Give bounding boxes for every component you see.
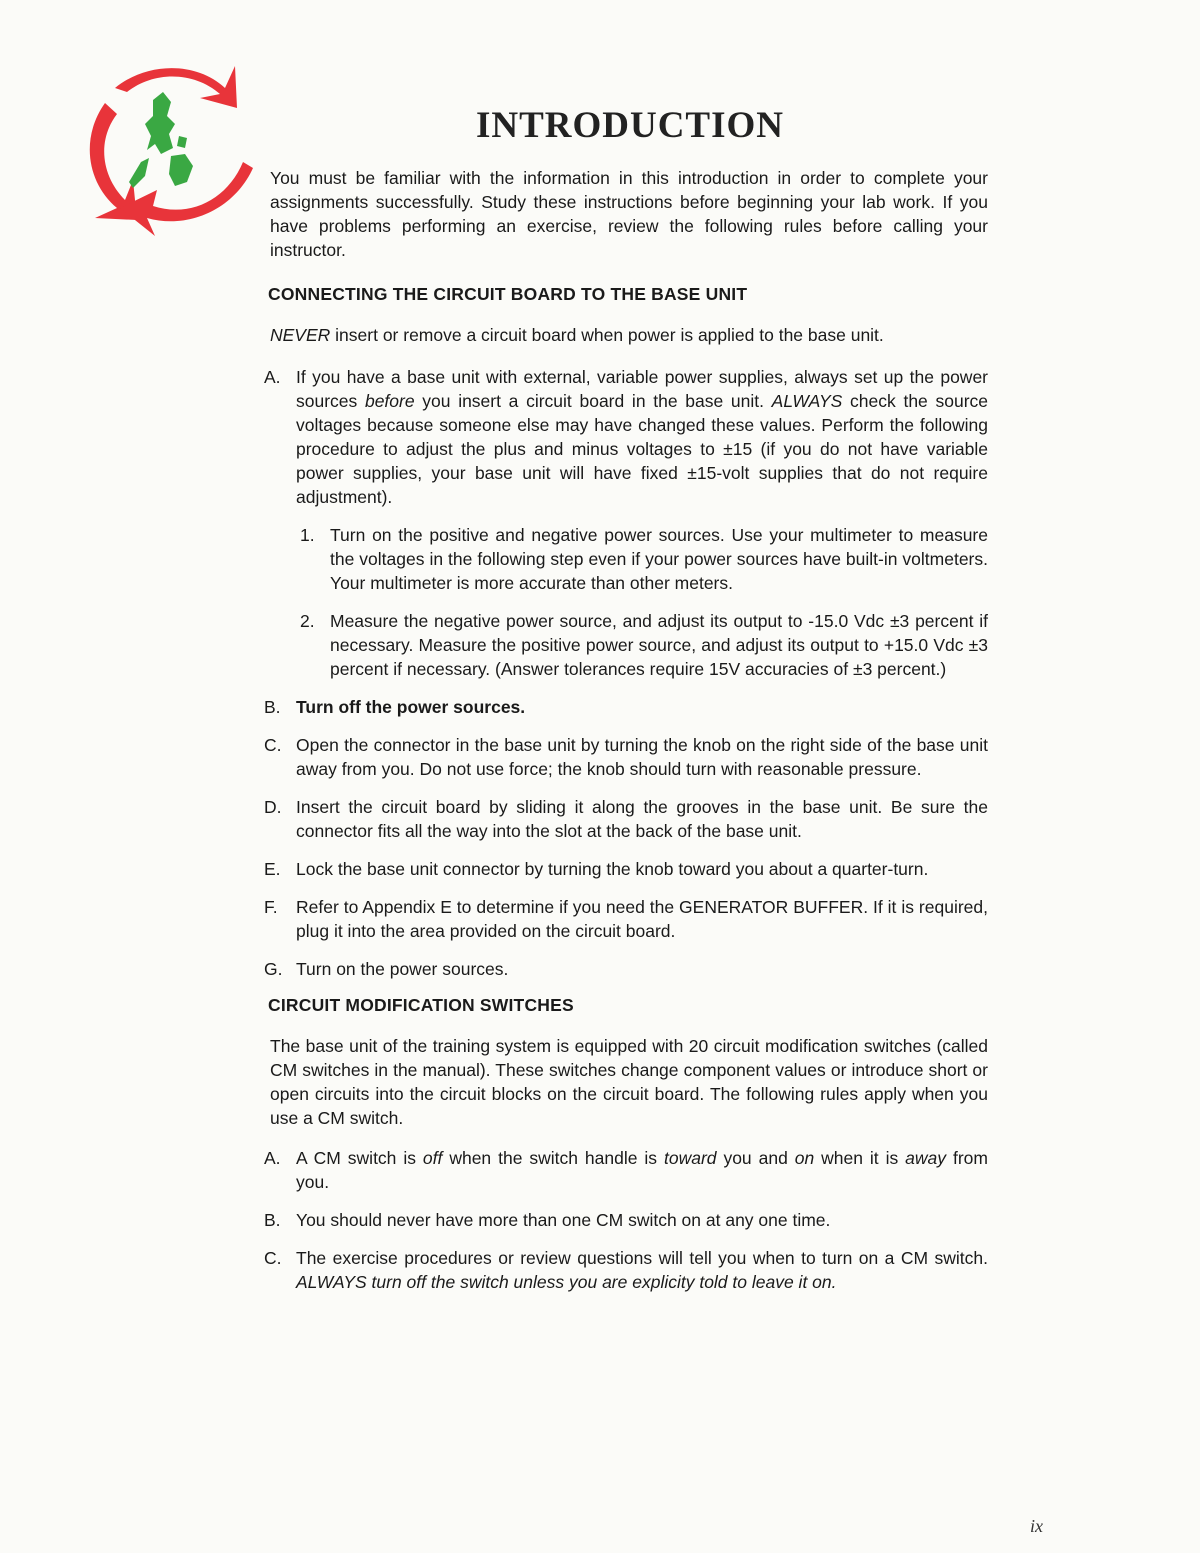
section-heading-cm-switches: CIRCUIT MODIFICATION SWITCHES bbox=[268, 995, 574, 1015]
cm-intro-paragraph: The base unit of the training system is equipped with 20 circuit modification switches (called CM switches in the manual). These switches change component values or introduce short or open circuits into the circuit blocks on the circuit board. The following rules apply when you use a CM switch. bbox=[270, 1036, 988, 1128]
never-emphasis: NEVER bbox=[270, 325, 331, 345]
list-text bbox=[296, 365, 988, 509]
list-text: Open the connector in the base unit by turning the knob on the right side of the base unit away from you. Do not use force; the knob should turn with reasonable pressure. bbox=[296, 735, 988, 779]
text-run: when it is bbox=[814, 1148, 906, 1168]
list-item-a bbox=[262, 365, 988, 509]
list-item-b bbox=[262, 695, 988, 719]
text-run: you insert a circuit board in the base unit. bbox=[414, 391, 772, 411]
emphasis-on: on bbox=[794, 1148, 815, 1168]
section-heading-connecting: CONNECTING THE CIRCUIT BOARD TO THE BASE UNIT bbox=[268, 284, 748, 304]
list-text: Lock the base unit connector by turning the knob toward you about a quarter-turn. bbox=[296, 859, 929, 879]
text-run: If you have a base unit with external, variable power supplies, always set up the power sources bbox=[296, 367, 988, 411]
list-item-g bbox=[262, 957, 988, 981]
emphasis-toward: toward bbox=[663, 1148, 717, 1168]
list-item-d bbox=[262, 795, 988, 843]
logo bbox=[75, 58, 260, 236]
text-run: A CM switch is bbox=[296, 1148, 423, 1168]
list-label: A. bbox=[264, 367, 281, 387]
text-run: check the source voltages because someone else may have changed these values. Perform the following procedure to adjust the plus and minus voltages to ±15 (if you do not have variable power supplies, your base unit will have fixed ±15-volt supplies that do not require adjustment). bbox=[296, 391, 988, 507]
never-warning bbox=[262, 323, 988, 347]
list-text: Refer to Appendix E to determine if you need the GENERATOR BUFFER. If it is required, plug it into the area provided on the circuit board. bbox=[296, 897, 988, 941]
list-subitem-2 bbox=[300, 609, 988, 681]
text-run: when the switch handle is bbox=[442, 1148, 664, 1168]
document-body bbox=[262, 166, 988, 1308]
page-number: ix bbox=[1030, 1516, 1043, 1536]
list-text: Turn off the power sources. bbox=[296, 697, 526, 717]
list-label: G. bbox=[264, 959, 283, 979]
list-text bbox=[296, 1146, 988, 1194]
list-label: 2. bbox=[300, 611, 315, 631]
text-run: from you. bbox=[296, 1148, 988, 1192]
cm-list-item-b bbox=[262, 1208, 988, 1232]
emphasis-always-turn-off: ALWAYS turn off the switch unless you are explicity told to leave it on. bbox=[296, 1272, 837, 1292]
list-text: Turn on the positive and negative power sources. Use your multimeter to measure the voltages in the following step even if your power sources have built-in voltmeters. Your multimeter is more accurate than other meters. bbox=[330, 525, 988, 593]
list-text: You should never have more than one CM switch on at any one time. bbox=[296, 1210, 831, 1230]
list-label: B. bbox=[264, 1210, 281, 1230]
page-title: INTRODUCTION bbox=[475, 105, 785, 146]
text-run: The exercise procedures or review questions will tell you when to turn on a CM switch. bbox=[296, 1248, 988, 1268]
list-text: Insert the circuit board by sliding it along the grooves in the base unit. Be sure the connector fits all the way into the slot at the back of the base unit. bbox=[296, 797, 988, 841]
intro-paragraph: You must be familiar with the information in this introduction in order to complete your assignments successfully. Study these instructions before beginning your lab work. If you have problems performing an exercise, review the following rules before calling your instructor. bbox=[270, 168, 988, 260]
list-label: D. bbox=[264, 797, 282, 817]
cm-list-item-c bbox=[262, 1246, 988, 1294]
never-text: insert or remove a circuit board when power is applied to the base unit. bbox=[330, 325, 884, 345]
emphasis-always: ALWAYS bbox=[771, 391, 843, 411]
list-label: A. bbox=[264, 1148, 281, 1168]
list-text: Turn on the power sources. bbox=[296, 959, 509, 979]
list-label: E. bbox=[264, 859, 281, 879]
list-label: B. bbox=[264, 697, 281, 717]
list-label: C. bbox=[264, 1248, 282, 1268]
list-item-c bbox=[262, 733, 988, 781]
list-item-e bbox=[262, 857, 988, 881]
list-subitem-1 bbox=[300, 523, 988, 595]
list-text: Measure the negative power source, and adjust its output to -15.0 Vdc ±3 percent if necessary. Measure the positive power source, and adjust its output to +15.0 Vdc ±3 percent if necessary. (Answer tolerances require 15V accuracies of ±3 percent.) bbox=[330, 611, 988, 679]
list-item-f bbox=[262, 895, 988, 943]
list-label: F. bbox=[264, 897, 278, 917]
text-run: you and bbox=[716, 1148, 795, 1168]
emphasis-off: off bbox=[422, 1148, 443, 1168]
emphasis-away: away bbox=[905, 1148, 947, 1168]
cm-list-item-a bbox=[262, 1146, 988, 1194]
list-text bbox=[296, 1246, 988, 1294]
list-label: C. bbox=[264, 735, 282, 755]
emphasis-before: before bbox=[364, 391, 415, 411]
list-label: 1. bbox=[300, 525, 315, 545]
